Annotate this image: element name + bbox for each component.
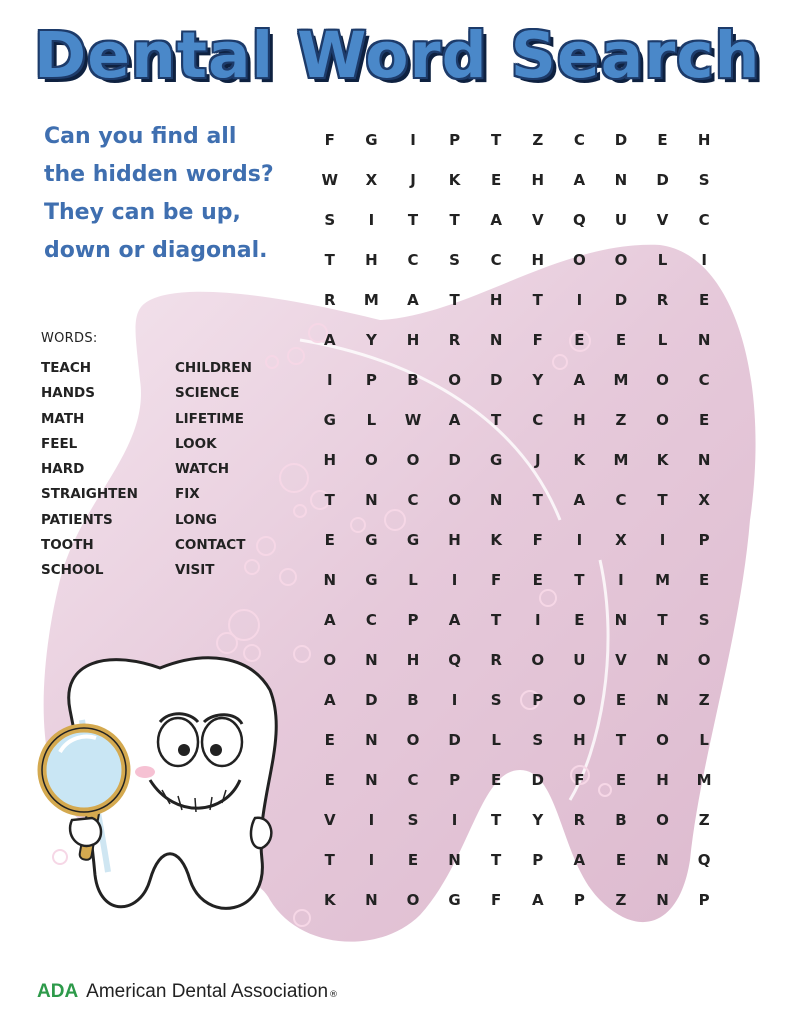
grid-letter[interactable]: S <box>324 211 336 229</box>
grid-letter[interactable]: D <box>448 731 461 749</box>
grid-row <box>309 280 725 320</box>
grid-letter[interactable]: E <box>324 731 335 749</box>
grid-letter[interactable]: C <box>615 491 627 509</box>
grid-letter[interactable]: H <box>448 531 461 549</box>
grid-row <box>309 840 725 880</box>
grid-letter[interactable]: H <box>323 451 337 469</box>
grid-letter[interactable]: N <box>365 771 378 789</box>
grid-letter[interactable]: T <box>491 131 502 149</box>
grid-letter[interactable]: M <box>613 451 629 469</box>
grid-row <box>309 560 725 600</box>
grid-letter[interactable]: B <box>407 371 419 389</box>
grid-letter[interactable]: H <box>406 651 420 669</box>
grid-letter[interactable]: T <box>491 411 502 429</box>
grid-row <box>309 240 725 280</box>
grid-letter[interactable]: E <box>324 531 335 549</box>
grid-letter[interactable]: I <box>368 211 375 229</box>
grid-letter[interactable]: U <box>573 651 586 669</box>
grid-row <box>309 200 725 240</box>
grid-letter[interactable]: E <box>699 291 710 309</box>
grid-letter[interactable]: I <box>451 811 458 829</box>
word-item: CHILDREN <box>175 360 252 376</box>
grid-letter[interactable]: N <box>365 731 378 749</box>
grid-row <box>309 120 725 160</box>
grid-letter[interactable]: O <box>572 691 586 709</box>
grid-letter[interactable]: D <box>614 131 628 149</box>
grid-letter[interactable]: F <box>574 771 585 789</box>
grid-letter[interactable]: M <box>613 371 629 389</box>
grid-letter[interactable]: H <box>531 251 545 269</box>
grid-letter[interactable]: X <box>698 491 710 509</box>
word-item: HANDS <box>41 385 95 402</box>
grid-letter[interactable]: M <box>363 291 379 309</box>
grid-letter[interactable]: S <box>407 811 419 829</box>
grid-row <box>309 320 725 360</box>
ada-abbreviation: ADA <box>37 981 79 1002</box>
grid-letter[interactable]: D <box>614 291 628 309</box>
grid-letter[interactable]: K <box>656 451 669 469</box>
grid-letter[interactable]: T <box>449 211 460 229</box>
grid-letter[interactable]: O <box>406 731 420 749</box>
grid-letter[interactable]: T <box>324 491 335 509</box>
grid-letter[interactable]: Y <box>532 811 544 829</box>
grid-letter[interactable]: Z <box>532 131 544 149</box>
grid-letter[interactable]: Q <box>572 211 586 229</box>
grid-letter[interactable]: C <box>532 411 544 429</box>
grid-letter[interactable]: H <box>489 291 503 309</box>
grid-letter[interactable]: I <box>534 611 541 629</box>
grid-row <box>309 880 725 920</box>
grid-letter[interactable]: F <box>532 531 543 549</box>
grid-letter[interactable]: S <box>449 251 460 269</box>
grid-letter[interactable]: V <box>323 811 336 829</box>
grid-letter[interactable]: A <box>323 691 336 709</box>
grid-letter[interactable]: Q <box>697 851 711 869</box>
grid-letter[interactable]: I <box>701 251 707 269</box>
grid-letter[interactable]: A <box>573 851 586 869</box>
grid-letter[interactable]: O <box>448 371 461 389</box>
grid-letter[interactable]: K <box>323 891 336 909</box>
grid-letter[interactable]: A <box>448 611 461 629</box>
grid-letter[interactable]: L <box>491 731 501 749</box>
grid-row <box>309 440 725 480</box>
grid-letter[interactable]: Q <box>448 651 461 669</box>
words-heading: WORDS: <box>41 331 98 346</box>
grid-letter[interactable]: V <box>615 651 627 669</box>
grid-letter[interactable]: Z <box>615 891 627 909</box>
grid-letter[interactable]: N <box>697 451 711 469</box>
word-item: LOOK <box>175 435 217 452</box>
word-list-column-1 <box>41 356 138 584</box>
grid-letter[interactable]: I <box>659 531 666 549</box>
grid-letter[interactable]: I <box>451 571 458 589</box>
grid-letter[interactable]: E <box>324 771 335 789</box>
grid-letter[interactable]: W <box>321 171 339 189</box>
grid-letter[interactable]: H <box>573 411 586 429</box>
grid-letter[interactable]: R <box>490 651 502 669</box>
grid-letter[interactable]: E <box>574 331 585 349</box>
grid-letter[interactable]: N <box>489 491 503 509</box>
grid-letter[interactable]: P <box>532 851 544 869</box>
grid-letter[interactable]: D <box>489 371 503 389</box>
grid-row <box>309 680 725 720</box>
grid-letter[interactable]: F <box>491 891 502 909</box>
grid-letter[interactable]: T <box>449 291 460 309</box>
grid-letter[interactable]: E <box>615 331 627 349</box>
grid-letter[interactable]: O <box>406 451 420 469</box>
word-item: SCIENCE <box>175 385 240 402</box>
word-item: CONTACT <box>175 537 246 554</box>
grid-letter[interactable]: P <box>698 531 710 549</box>
grid-letter[interactable]: Z <box>698 811 710 829</box>
grid-letter[interactable]: N <box>448 851 461 869</box>
grid-row <box>309 760 725 800</box>
grid-letter[interactable]: M <box>655 571 671 589</box>
organization-name: American Dental Association <box>86 981 329 1002</box>
grid-letter[interactable]: E <box>574 611 585 629</box>
grid-letter[interactable]: W <box>404 411 422 429</box>
grid-letter[interactable]: P <box>532 691 544 709</box>
grid-letter[interactable]: G <box>365 571 378 589</box>
grid-letter[interactable]: O <box>656 811 669 829</box>
grid-letter[interactable]: P <box>449 771 461 789</box>
grid-letter[interactable]: K <box>573 451 586 469</box>
grid-letter[interactable]: F <box>491 571 502 589</box>
word-list-column-2 <box>175 356 252 584</box>
grid-letter[interactable]: S <box>490 691 502 709</box>
grid-letter[interactable]: C <box>573 131 585 149</box>
grid-letter[interactable]: E <box>657 131 668 149</box>
word-item: WATCH <box>175 461 230 478</box>
grid-letter[interactable]: O <box>656 731 669 749</box>
word-item: VISIT <box>175 562 215 579</box>
word-item: STRAIGHTEN <box>41 486 138 503</box>
grid-letter[interactable]: S <box>698 611 710 629</box>
grid-letter[interactable]: O <box>697 651 711 669</box>
grid-row <box>309 520 725 560</box>
grid-letter[interactable]: N <box>365 651 378 669</box>
grid-letter[interactable]: U <box>614 211 628 229</box>
instruction-line: down or diagonal. <box>44 238 268 263</box>
grid-letter[interactable]: N <box>489 331 503 349</box>
grid-letter[interactable]: H <box>531 171 545 189</box>
grid-letter[interactable]: N <box>614 611 628 629</box>
grid-letter[interactable]: L <box>699 731 709 749</box>
grid-letter[interactable]: T <box>574 571 585 589</box>
grid-letter[interactable]: C <box>698 211 710 229</box>
grid-letter[interactable]: Y <box>365 331 377 349</box>
grid-letter[interactable]: L <box>657 331 668 349</box>
grid-letter[interactable]: E <box>615 691 627 709</box>
grid-letter[interactable]: F <box>324 131 335 149</box>
word-item: HARD <box>41 461 85 478</box>
grid-letter[interactable]: T <box>491 851 502 869</box>
grid-letter[interactable]: A <box>323 611 336 629</box>
grid-letter[interactable]: C <box>407 771 419 789</box>
grid-letter[interactable]: G <box>448 891 461 909</box>
grid-letter[interactable]: A <box>573 371 586 389</box>
registered-mark: ® <box>329 990 339 1000</box>
grid-letter[interactable]: E <box>699 571 710 589</box>
grid-letter[interactable]: C <box>490 251 502 269</box>
grid-letter[interactable]: I <box>576 291 583 309</box>
grid-letter[interactable]: O <box>572 251 586 269</box>
grid-letter[interactable]: Z <box>698 691 710 709</box>
grid-letter[interactable]: O <box>656 411 669 429</box>
grid-letter[interactable]: D <box>448 451 461 469</box>
word-item: LONG <box>175 511 217 528</box>
grid-letter[interactable]: G <box>365 531 378 549</box>
instruction-line: Can you find all <box>44 124 237 149</box>
grid-row <box>309 400 725 440</box>
grid-letter[interactable]: D <box>365 691 378 709</box>
grid-letter[interactable]: H <box>406 331 420 349</box>
grid-letter[interactable]: M <box>696 771 712 789</box>
grid-letter[interactable]: S <box>698 171 710 189</box>
grid-letter[interactable]: T <box>532 291 543 309</box>
grid-letter[interactable]: O <box>406 891 420 909</box>
grid-letter[interactable]: N <box>323 571 337 589</box>
grid-letter[interactable]: E <box>491 171 502 189</box>
grid-letter[interactable]: A <box>323 331 336 349</box>
grid-letter[interactable]: P <box>407 611 419 629</box>
grid-letter[interactable]: G <box>406 531 420 549</box>
grid-letter[interactable]: I <box>368 811 375 829</box>
grid-letter[interactable]: H <box>697 131 711 149</box>
grid-letter[interactable]: C <box>407 251 419 269</box>
grid-letter[interactable]: D <box>531 771 544 789</box>
grid-letter[interactable]: A <box>407 291 419 309</box>
grid-letter[interactable]: I <box>451 691 458 709</box>
grid-letter[interactable]: D <box>656 171 669 189</box>
grid-letter[interactable]: L <box>366 411 377 429</box>
grid-letter[interactable]: A <box>448 411 461 429</box>
grid-letter[interactable]: V <box>656 211 669 229</box>
instruction-line: They can be up, <box>44 200 241 225</box>
grid-letter[interactable]: T <box>532 491 543 509</box>
grid-row <box>309 720 725 760</box>
grid-letter[interactable]: E <box>699 411 710 429</box>
word-item: TEACH <box>41 360 92 376</box>
grid-row <box>309 480 725 520</box>
grid-letter[interactable]: A <box>531 891 544 909</box>
grid-letter[interactable]: K <box>490 531 502 549</box>
grid-letter[interactable]: O <box>614 251 628 269</box>
grid-letter[interactable]: P <box>698 891 710 909</box>
grid-letter[interactable]: N <box>365 491 378 509</box>
grid-letter[interactable]: A <box>573 491 586 509</box>
grid-letter[interactable]: Y <box>532 371 544 389</box>
word-item: FIX <box>175 486 200 503</box>
grid-letter[interactable]: I <box>576 531 583 549</box>
grid-letter[interactable]: N <box>656 851 669 869</box>
grid-letter[interactable]: T <box>324 251 335 269</box>
grid-letter[interactable]: N <box>697 331 711 349</box>
grid-letter[interactable]: C <box>365 611 377 629</box>
grid-letter[interactable]: B <box>615 811 627 829</box>
grid-letter[interactable]: T <box>615 731 627 749</box>
grid-letter[interactable]: G <box>490 451 503 469</box>
word-item: MATH <box>41 410 85 427</box>
grid-letter[interactable]: X <box>615 531 627 549</box>
grid-letter[interactable]: N <box>656 691 669 709</box>
instructions <box>44 118 314 270</box>
grid-letter[interactable]: O <box>531 651 545 669</box>
grid-row <box>309 600 725 640</box>
grid-letter[interactable]: N <box>656 891 669 909</box>
grid-letter[interactable]: O <box>656 371 669 389</box>
word-item: FEEL <box>41 435 78 452</box>
grid-letter[interactable]: A <box>490 211 502 229</box>
grid-letter[interactable]: R <box>324 291 336 309</box>
grid-letter[interactable]: T <box>491 611 502 629</box>
grid-letter[interactable]: A <box>573 171 586 189</box>
footer-logo <box>37 981 338 1003</box>
grid-letter[interactable]: T <box>491 811 502 829</box>
word-item: SCHOOL <box>41 562 104 579</box>
grid-letter[interactable]: C <box>407 491 419 509</box>
grid-letter[interactable]: E <box>615 771 627 789</box>
grid-letter[interactable]: H <box>656 771 669 789</box>
grid-letter[interactable]: S <box>532 731 544 749</box>
grid-letter[interactable]: X <box>365 171 378 189</box>
grid-letter[interactable]: L <box>657 251 668 269</box>
grid-letter[interactable]: L <box>408 571 418 589</box>
grid-row <box>309 160 725 200</box>
grid-letter[interactable]: E <box>615 851 627 869</box>
grid-letter[interactable]: F <box>532 331 543 349</box>
grid-letter[interactable]: P <box>573 891 585 909</box>
grid-letter[interactable]: T <box>324 851 335 869</box>
grid-letter[interactable]: T <box>407 211 419 229</box>
grid-letter[interactable]: N <box>365 891 378 909</box>
grid-letter[interactable]: E <box>491 771 502 789</box>
grid-row <box>309 360 725 400</box>
grid-letter[interactable]: H <box>365 251 378 269</box>
grid-letter[interactable]: N <box>656 651 669 669</box>
grid-letter[interactable]: P <box>449 131 461 149</box>
grid-letter[interactable]: T <box>657 611 668 629</box>
grid-letter[interactable]: Z <box>615 411 627 429</box>
grid-letter[interactable]: T <box>657 491 668 509</box>
word-item: PATIENTS <box>41 511 113 528</box>
grid-letter[interactable]: K <box>448 171 461 189</box>
grid-letter[interactable]: I <box>327 371 333 389</box>
grid-letter[interactable]: B <box>407 691 419 709</box>
grid-letter[interactable]: R <box>656 291 669 309</box>
grid-letter[interactable]: N <box>614 171 628 189</box>
grid-letter[interactable]: G <box>323 411 336 429</box>
word-item: TOOTH <box>41 537 94 554</box>
grid-letter[interactable]: G <box>365 131 378 149</box>
grid-letter[interactable]: R <box>573 811 586 829</box>
grid-letter[interactable]: C <box>698 371 710 389</box>
grid-letter[interactable]: E <box>532 571 543 589</box>
grid-letter[interactable]: O <box>365 451 378 469</box>
grid-letter[interactable]: O <box>323 651 337 669</box>
grid-letter[interactable]: J <box>534 451 541 469</box>
instruction-line: the hidden words? <box>44 162 274 187</box>
grid-letter[interactable]: J <box>410 171 416 189</box>
grid-letter[interactable]: I <box>368 851 375 869</box>
grid-row <box>309 800 725 840</box>
grid-letter[interactable]: I <box>618 571 624 589</box>
letter-grid <box>309 120 725 920</box>
grid-letter[interactable]: O <box>448 491 461 509</box>
grid-letter[interactable]: R <box>448 331 461 349</box>
grid-letter[interactable]: E <box>407 851 419 869</box>
word-item: LIFETIME <box>175 410 244 427</box>
grid-letter[interactable]: H <box>573 731 586 749</box>
grid-letter[interactable]: V <box>531 211 544 229</box>
page-title: Dental Word Search <box>34 19 761 92</box>
grid-letter[interactable]: I <box>410 131 416 149</box>
grid-letter[interactable]: P <box>365 371 377 389</box>
grid-row <box>309 640 725 680</box>
